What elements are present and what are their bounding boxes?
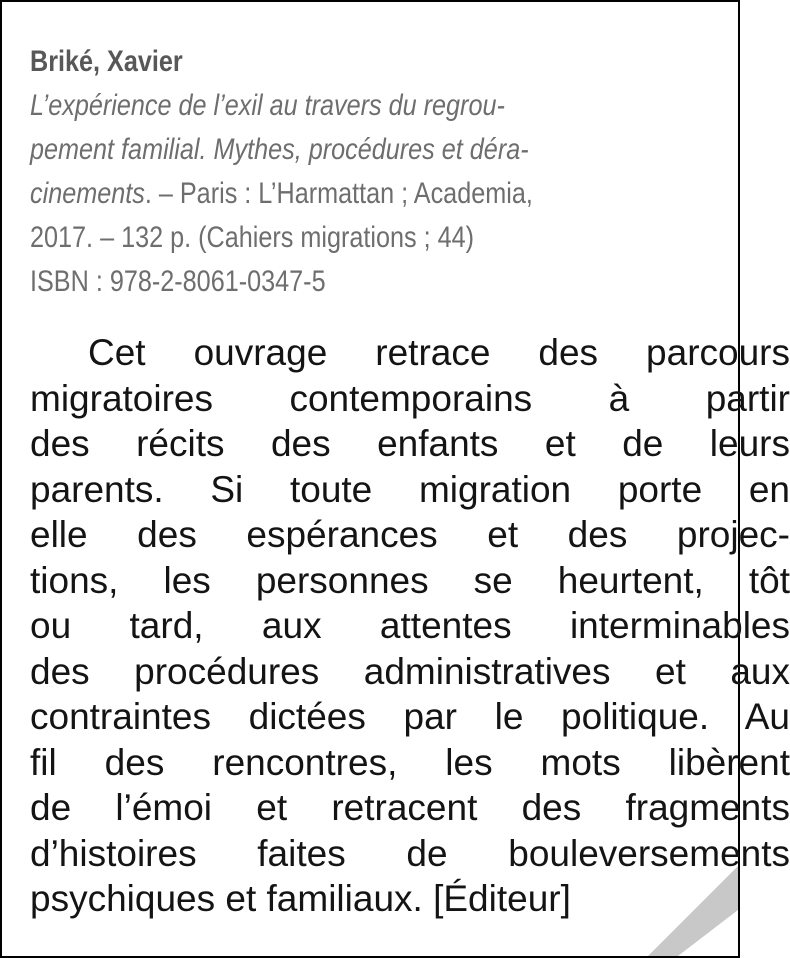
isbn-number: ISBN : 978-2-8061-0347-5 bbox=[30, 265, 326, 298]
abstract-paragraph bbox=[30, 330, 790, 922]
abstract-line: ou tard, aux attentes interminables bbox=[30, 605, 790, 646]
abstract-line: Cet ouvrage retrace des parcours bbox=[88, 332, 790, 373]
book-title-line-3: cinements bbox=[30, 177, 145, 210]
bibliographic-entry bbox=[30, 40, 635, 304]
book-title-line-1: L’expérience de l’exil au travers du regrou- bbox=[30, 89, 505, 122]
abstract-line: contraintes dictées par le politique. Au bbox=[30, 696, 790, 737]
abstract-line: psychiques et familiaux. [Éditeur] bbox=[30, 878, 571, 919]
content-area bbox=[2, 2, 790, 956]
book-title-line-2: pement familial. Mythes, procédures et déra- bbox=[30, 133, 529, 166]
author-name: Briké, Xavier bbox=[30, 45, 183, 78]
abstract-line: de l’émoi et retracent des fragments bbox=[30, 787, 790, 828]
abstract-line: tions, les personnes se heurtent, tôt bbox=[30, 559, 790, 601]
corner-fold-shape bbox=[648, 866, 738, 956]
abstract-line: parents. Si toute migration porte en bbox=[30, 468, 790, 510]
publication-details: 2017. – 132 p. (Cahiers migrations ; 44) bbox=[30, 221, 475, 254]
publisher-info: . – Paris : L’Harmattan ; Academia, bbox=[144, 177, 533, 210]
page-corner-fold bbox=[608, 866, 738, 956]
abstract-line: migratoires contemporains à partir bbox=[30, 377, 790, 419]
abstract-line: des procédures administratives et aux bbox=[30, 650, 790, 692]
abstract-line: des récits des enfants et de leurs bbox=[30, 423, 790, 464]
abstract-line: d’histoires faites de bouleversements bbox=[30, 832, 790, 874]
title-and-publisher-line bbox=[30, 172, 635, 216]
abstract-line: fil des rencontres, les mots libèrent bbox=[30, 741, 790, 783]
abstract-line: elle des espérances et des projec- bbox=[30, 514, 790, 555]
